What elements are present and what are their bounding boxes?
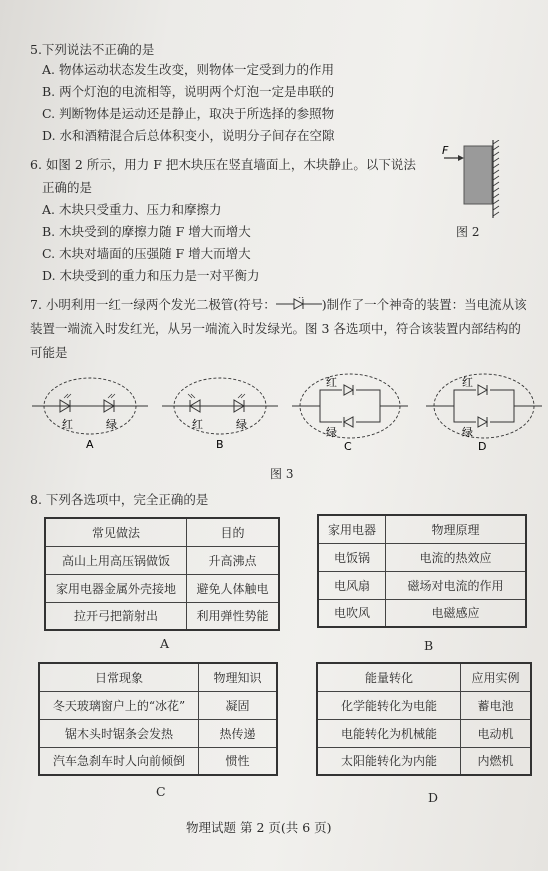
table-row bbox=[45, 602, 279, 630]
table-cell: 凝固 bbox=[199, 691, 278, 719]
figure-3-option-c bbox=[290, 370, 410, 450]
table-cell: 热传递 bbox=[199, 719, 278, 747]
wall-hatching bbox=[493, 140, 499, 216]
force-label: F bbox=[442, 144, 449, 157]
table-header-row bbox=[45, 518, 279, 546]
table-cell: 电饭锅 bbox=[318, 543, 386, 571]
table-d bbox=[316, 662, 532, 776]
table-header-row bbox=[318, 515, 526, 543]
table-cell: 电吹风 bbox=[318, 599, 386, 627]
q7-line2: 装置一端流入时发红光，从另一端流入时发绿光。图 3 各选项中，符合该装置内部结构的 bbox=[30, 321, 521, 336]
figure-3-option-a bbox=[30, 372, 150, 450]
table-cell: 避免人体触电 bbox=[187, 574, 280, 602]
table-header: 目的 bbox=[187, 518, 280, 546]
table-row bbox=[318, 571, 526, 599]
table-row bbox=[45, 574, 279, 602]
figure-2-diagram bbox=[438, 140, 518, 220]
q6-option-c: C. 木块对墙面的压强随 F 增大而增大 bbox=[42, 246, 251, 261]
table-row bbox=[39, 747, 277, 775]
table-b bbox=[317, 514, 527, 628]
option-letter: B bbox=[216, 438, 224, 450]
table-cell: 电能转化为机械能 bbox=[317, 719, 461, 747]
table-cell: 太阳能转化为内能 bbox=[317, 747, 461, 775]
q7-line1-part1: 7. 小明利用一红一绿两个发光二极管(符号： bbox=[30, 297, 276, 312]
green-label: 绿 bbox=[106, 418, 117, 431]
table-header: 日常现象 bbox=[39, 663, 199, 691]
option-letter: C bbox=[344, 440, 352, 450]
green-label: 绿 bbox=[236, 418, 247, 431]
red-label: 红 bbox=[192, 418, 203, 431]
q5-stem: 5.下列说法不正确的是 bbox=[30, 42, 155, 57]
q6-option-d: D. 木块受到的重力和压力是一对平衡力 bbox=[42, 268, 260, 283]
q5-option-c: C. 判断物体是运动还是静止，取决于所选择的参照物 bbox=[42, 106, 335, 121]
table-d-label: D bbox=[428, 790, 439, 805]
green-label: 绿 bbox=[462, 426, 473, 439]
table-cell: 拉开弓把箭射出 bbox=[45, 602, 187, 630]
table-header-row bbox=[317, 663, 531, 691]
table-a bbox=[44, 517, 280, 631]
table-header: 应用实例 bbox=[461, 663, 532, 691]
table-row bbox=[317, 747, 531, 775]
table-row bbox=[39, 691, 277, 719]
red-led-diode bbox=[60, 394, 71, 412]
option-letter: A bbox=[86, 438, 94, 450]
q6-option-b: B. 木块受到的摩擦力随 F 增大而增大 bbox=[42, 224, 251, 239]
q7-line3: 可能是 bbox=[30, 345, 68, 360]
table-row bbox=[45, 546, 279, 574]
q7-line1-part2: )制作了一个神奇的装置：当电流从该 bbox=[321, 297, 527, 312]
option-letter: D bbox=[478, 440, 487, 450]
table-row bbox=[318, 599, 526, 627]
red-label: 红 bbox=[62, 418, 73, 431]
led-symbol-icon bbox=[276, 297, 322, 311]
table-header: 能量转化 bbox=[317, 663, 461, 691]
table-cell: 电动机 bbox=[461, 719, 532, 747]
page-footer: 物理试题 第 2 页(共 6 页) bbox=[186, 820, 332, 835]
table-cell: 电流的热效应 bbox=[386, 543, 527, 571]
table-cell: 电磁感应 bbox=[386, 599, 527, 627]
q5-option-b: B. 两个灯泡的电流相等，说明两个灯泡一定是串联的 bbox=[42, 84, 335, 99]
table-cell: 化学能转化为电能 bbox=[317, 691, 461, 719]
figure-3-option-b bbox=[160, 372, 280, 450]
table-header: 常见做法 bbox=[45, 518, 187, 546]
q6-stem-line2: 正确的是 bbox=[42, 180, 93, 195]
table-a-label: A bbox=[160, 636, 170, 651]
force-arrow-head bbox=[458, 155, 464, 161]
red-led-diode bbox=[476, 384, 490, 396]
table-c-label: C bbox=[156, 784, 166, 799]
table-header: 物理原理 bbox=[386, 515, 527, 543]
q6-option-a: A. 木块只受重力、压力和摩擦力 bbox=[42, 202, 222, 217]
table-row bbox=[317, 719, 531, 747]
q5-option-a: A. 物体运动状态发生改变，则物体一定受到力的作用 bbox=[42, 62, 334, 77]
table-cell: 家用电器金属外壳接地 bbox=[45, 574, 187, 602]
table-b-label: B bbox=[424, 638, 434, 653]
table-row bbox=[39, 719, 277, 747]
green-led-diode bbox=[234, 394, 245, 412]
table-cell: 蓄电池 bbox=[461, 691, 532, 719]
table-row bbox=[318, 543, 526, 571]
red-led-diode bbox=[342, 384, 356, 396]
green-led-diode bbox=[476, 416, 490, 428]
green-led-diode bbox=[342, 416, 356, 428]
green-label: 绿 bbox=[326, 426, 337, 439]
table-header-row bbox=[39, 663, 277, 691]
table-cell: 磁场对电流的作用 bbox=[386, 571, 527, 599]
table-cell: 电风扇 bbox=[318, 571, 386, 599]
q7-line1 bbox=[30, 297, 527, 313]
table-cell: 锯木头时锯条会发热 bbox=[39, 719, 199, 747]
q8-stem: 8. 下列各选项中，完全正确的是 bbox=[30, 492, 209, 507]
figure-3-caption: 图 3 bbox=[270, 467, 294, 481]
red-led-diode bbox=[188, 394, 200, 412]
wooden-block bbox=[464, 146, 492, 204]
green-led-diode bbox=[104, 394, 115, 412]
table-cell: 冬天玻璃窗户上的“冰花” bbox=[39, 691, 199, 719]
q6-stem-line1: 6. 如图 2 所示，用力 F 把木块压在竖直墙面上，木块静止。以下说法 bbox=[30, 157, 416, 172]
table-cell: 高山上用高压锅做饭 bbox=[45, 546, 187, 574]
table-cell: 利用弹性势能 bbox=[187, 602, 280, 630]
table-header: 物理知识 bbox=[199, 663, 278, 691]
table-row bbox=[317, 691, 531, 719]
table-cell: 内燃机 bbox=[461, 747, 532, 775]
figure-2-caption: 图 2 bbox=[456, 225, 480, 239]
table-cell: 汽车急刹车时人向前倾倒 bbox=[39, 747, 199, 775]
figure-3-option-d bbox=[424, 370, 544, 450]
table-cell: 惯性 bbox=[199, 747, 278, 775]
table-c bbox=[38, 662, 278, 776]
red-label: 红 bbox=[462, 376, 473, 389]
table-header: 家用电器 bbox=[318, 515, 386, 543]
table-cell: 升高沸点 bbox=[187, 546, 280, 574]
q5-option-d: D. 水和酒精混合后总体积变小，说明分子间存在空隙 bbox=[42, 128, 335, 143]
red-label: 红 bbox=[326, 376, 337, 389]
